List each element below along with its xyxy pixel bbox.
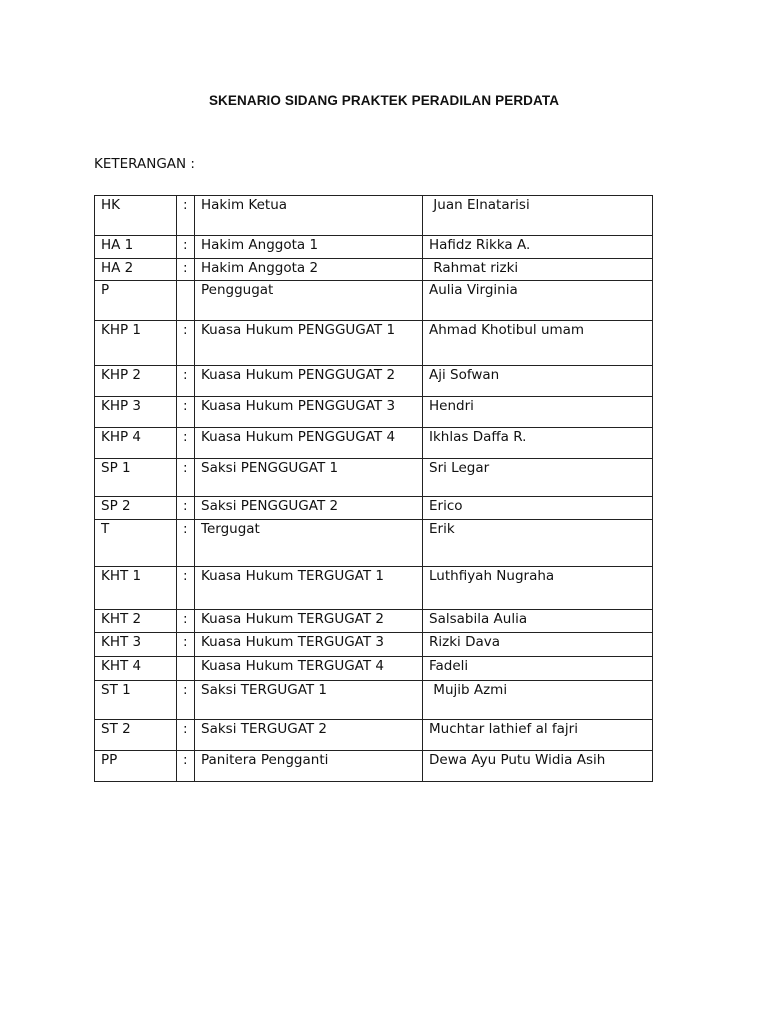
role-cell: Kuasa Hukum TERGUGAT 2 xyxy=(195,610,423,633)
table-row xyxy=(95,366,653,397)
role-cell: Hakim Ketua xyxy=(195,196,423,236)
abbr-cell: PP xyxy=(95,751,177,782)
role-cell: Penggugat xyxy=(195,281,423,321)
section-label: KETERANGAN : xyxy=(94,156,195,172)
name-cell: Ikhlas Daffa R. xyxy=(423,428,653,459)
name-cell: Juan Elnatarisi xyxy=(423,196,653,236)
name-cell: Hendri xyxy=(423,397,653,428)
table-row xyxy=(95,428,653,459)
table-row xyxy=(95,567,653,610)
abbr-cell: HA 1 xyxy=(95,236,177,259)
abbr-cell: KHP 2 xyxy=(95,366,177,397)
abbr-cell: SP 2 xyxy=(95,497,177,520)
table-row xyxy=(95,459,653,497)
separator-cell: : xyxy=(177,751,195,782)
role-cell: Saksi TERGUGAT 2 xyxy=(195,720,423,751)
role-cell: Saksi TERGUGAT 1 xyxy=(195,681,423,720)
name-cell: Rizki Dava xyxy=(423,633,653,657)
table-row xyxy=(95,681,653,720)
name-cell: Aulia Virginia xyxy=(423,281,653,321)
abbr-cell: KHP 1 xyxy=(95,321,177,366)
separator-cell: : xyxy=(177,681,195,720)
separator-cell: : xyxy=(177,497,195,520)
table-row xyxy=(95,497,653,520)
table-row xyxy=(95,610,653,633)
abbr-cell: HK xyxy=(95,196,177,236)
role-cell: Kuasa Hukum PENGGUGAT 2 xyxy=(195,366,423,397)
name-cell: Luthfiyah Nugraha xyxy=(423,567,653,610)
separator-cell: : xyxy=(177,366,195,397)
role-cell: Kuasa Hukum TERGUGAT 4 xyxy=(195,657,423,681)
separator-cell: : xyxy=(177,196,195,236)
role-cell: Kuasa Hukum TERGUGAT 1 xyxy=(195,567,423,610)
role-cell: Kuasa Hukum PENGGUGAT 3 xyxy=(195,397,423,428)
role-cell: Saksi PENGGUGAT 1 xyxy=(195,459,423,497)
role-cell: Panitera Pengganti xyxy=(195,751,423,782)
abbr-cell: ST 2 xyxy=(95,720,177,751)
name-cell: Hafidz Rikka A. xyxy=(423,236,653,259)
table-row xyxy=(95,633,653,657)
abbr-cell: SP 1 xyxy=(95,459,177,497)
table-row xyxy=(95,657,653,681)
separator-cell: : xyxy=(177,397,195,428)
abbr-cell: KHT 1 xyxy=(95,567,177,610)
table-row xyxy=(95,520,653,567)
separator-cell: : xyxy=(177,720,195,751)
separator-cell: : xyxy=(177,610,195,633)
separator-cell: : xyxy=(177,459,195,497)
name-cell: Dewa Ayu Putu Widia Asih xyxy=(423,751,653,782)
table-row xyxy=(95,720,653,751)
role-cell: Kuasa Hukum PENGGUGAT 1 xyxy=(195,321,423,366)
name-cell: Rahmat rizki xyxy=(423,259,653,281)
name-cell: Ahmad Khotibul umam xyxy=(423,321,653,366)
separator-cell: : xyxy=(177,321,195,366)
role-cell: Hakim Anggota 2 xyxy=(195,259,423,281)
abbr-cell: KHT 4 xyxy=(95,657,177,681)
abbr-cell: KHP 4 xyxy=(95,428,177,459)
name-cell: Salsabila Aulia xyxy=(423,610,653,633)
separator-cell: : xyxy=(177,633,195,657)
role-cell: Kuasa Hukum TERGUGAT 3 xyxy=(195,633,423,657)
table-row xyxy=(95,751,653,782)
table-row xyxy=(95,281,653,321)
abbr-cell: KHP 3 xyxy=(95,397,177,428)
table-row xyxy=(95,397,653,428)
role-cell: Hakim Anggota 1 xyxy=(195,236,423,259)
table-row xyxy=(95,196,653,236)
separator-cell: : xyxy=(177,259,195,281)
separator-cell xyxy=(177,281,195,321)
name-cell: Sri Legar xyxy=(423,459,653,497)
abbr-cell: ST 1 xyxy=(95,681,177,720)
table-row xyxy=(95,321,653,366)
separator-cell: : xyxy=(177,236,195,259)
abbr-cell: KHT 2 xyxy=(95,610,177,633)
role-cell: Kuasa Hukum PENGGUGAT 4 xyxy=(195,428,423,459)
table-row xyxy=(95,236,653,259)
separator-cell: : xyxy=(177,520,195,567)
role-cell: Tergugat xyxy=(195,520,423,567)
name-cell: Erik xyxy=(423,520,653,567)
separator-cell xyxy=(177,657,195,681)
name-cell: Muchtar lathief al fajri xyxy=(423,720,653,751)
name-cell: Aji Sofwan xyxy=(423,366,653,397)
separator-cell: : xyxy=(177,567,195,610)
abbr-cell: P xyxy=(95,281,177,321)
role-cell: Saksi PENGGUGAT 2 xyxy=(195,497,423,520)
abbr-cell: KHT 3 xyxy=(95,633,177,657)
name-cell: Erico xyxy=(423,497,653,520)
name-cell: Fadeli xyxy=(423,657,653,681)
abbr-cell: T xyxy=(95,520,177,567)
abbr-cell: HA 2 xyxy=(95,259,177,281)
table-row xyxy=(95,259,653,281)
name-cell: Mujib Azmi xyxy=(423,681,653,720)
document-title: SKENARIO SIDANG PRAKTEK PERADILAN PERDATA xyxy=(208,93,560,108)
separator-cell: : xyxy=(177,428,195,459)
roles-table xyxy=(94,195,653,782)
